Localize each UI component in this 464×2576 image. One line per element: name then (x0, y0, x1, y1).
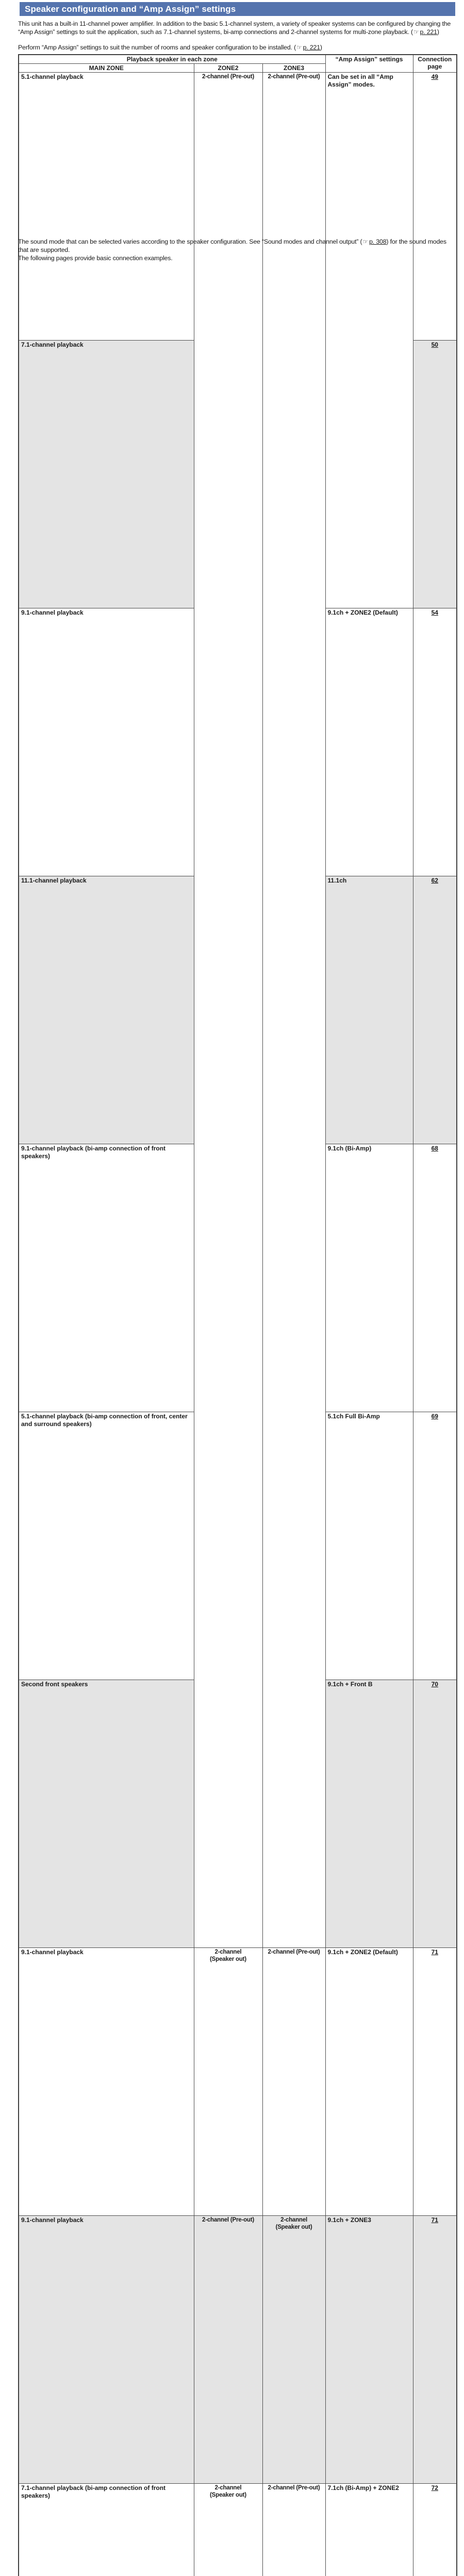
cell-main-zone: 5.1-channel playback (19, 73, 194, 341)
note-following-pages: The following pages provide basic connection examples. (18, 254, 457, 262)
intro-paragraph-2-text: Perform “Amp Assign” settings to suit the number of rooms and speaker configuration to be installed. ( (18, 44, 296, 51)
cell-amp-assign-merged: Can be set in all “Amp Assign” modes. (325, 73, 413, 608)
cell-zone3-merged: 2-channel (Pre-out) (262, 73, 325, 1948)
column-header-amp-assign: “Amp Assign” settings (325, 55, 413, 73)
table-row (19, 2484, 457, 2576)
cell-amp-assign: 7.1ch (Bi-Amp) + ZONE2 (325, 2484, 413, 2576)
cell-connection-page (413, 1144, 457, 1412)
reference-hand-icon: ☞ (296, 44, 302, 51)
cell-zone3: 2-channel (Pre-out) (262, 2484, 325, 2576)
intro-paragraph-2-close: ) (320, 44, 322, 51)
column-header-zone3: ZONE3 (262, 64, 325, 73)
cell-connection-page (413, 876, 457, 1144)
connection-page-link[interactable]: 70 (432, 1681, 438, 1688)
manual-page (0, 0, 464, 268)
intro-paragraph-2 (18, 43, 457, 52)
cell-main-zone: 7.1-channel playback (19, 341, 194, 608)
column-header-zone2: ZONE2 (194, 64, 262, 73)
cell-amp-assign: 11.1ch (325, 876, 413, 1144)
cell-connection-page (413, 1948, 457, 2216)
page-link-221[interactable]: p. 221 (303, 44, 320, 51)
reference-hand-icon: ☞ (413, 28, 419, 36)
connection-page-link[interactable]: 50 (432, 341, 438, 348)
cell-main-zone: 9.1-channel playback (19, 608, 194, 876)
cell-zone2: 2-channel (Speaker out) (194, 2484, 262, 2576)
cell-main-zone: 9.1-channel playback (19, 2216, 194, 2484)
cell-connection-page (413, 73, 457, 341)
intro-paragraph-1-text: This unit has a built-in 11-channel power amplifier. In addition to the basic 5.1-channel system, a variety of speaker systems can be configured by changing the “Amp Assign” settings to suit the application, such as 7.1-channel systems, bi-amp connections and 2-channel systems for multi-zone playback. ( (18, 20, 451, 36)
cell-zone2-merged: 2-channel (Pre-out) (194, 73, 262, 1948)
table-row (19, 73, 457, 341)
column-group-playback: Playback speaker in each zone (19, 55, 325, 64)
column-header-connection-page: Connection page (413, 55, 457, 73)
connection-page-link[interactable]: 49 (432, 73, 438, 80)
speaker-config-table (18, 54, 457, 2576)
cell-main-zone: 11.1-channel playback (19, 876, 194, 1144)
cell-main-zone: 5.1-channel playback (bi-amp connection of front, center and surround speakers) (19, 1412, 194, 1680)
table-row (19, 1948, 457, 2216)
cell-main-zone: 9.1-channel playback (bi-amp connection of front speakers) (19, 1144, 194, 1412)
page-link-308[interactable]: p. 308 (369, 238, 386, 245)
cell-connection-page (413, 1412, 457, 1680)
cell-zone3: 2-channel (Speaker out) (262, 2216, 325, 2484)
cell-connection-page (413, 2216, 457, 2484)
connection-page-link[interactable]: 71 (432, 1948, 438, 1956)
cell-amp-assign: 9.1ch (Bi-Amp) (325, 1144, 413, 1412)
cell-amp-assign: 9.1ch + Front B (325, 1680, 413, 1948)
intro-paragraph-1 (18, 20, 457, 36)
cell-main-zone: Second front speakers (19, 1680, 194, 1948)
table-header-row-1 (19, 55, 457, 64)
cell-main-zone: 7.1-channel playback (bi-amp connection of front speakers) (19, 2484, 194, 2576)
connection-page-link[interactable]: 72 (432, 2484, 438, 2492)
cell-amp-assign: 9.1ch + ZONE3 (325, 2216, 413, 2484)
cell-connection-page (413, 608, 457, 876)
cell-zone2: 2-channel (Speaker out) (194, 1948, 262, 2216)
cell-zone3: 2-channel (Pre-out) (262, 1948, 325, 2216)
cell-main-zone: 9.1-channel playback (19, 1948, 194, 2216)
connection-page-link[interactable]: 71 (432, 2216, 438, 2224)
note-sound-modes (18, 238, 457, 254)
cell-connection-page (413, 2484, 457, 2576)
connection-page-link[interactable]: 62 (432, 877, 438, 884)
table-row (19, 2216, 457, 2484)
connection-page-link[interactable]: 68 (432, 1145, 438, 1152)
cell-amp-assign: 9.1ch + ZONE2 (Default) (325, 608, 413, 876)
page-link-221[interactable]: p. 221 (420, 28, 437, 36)
cell-connection-page (413, 1680, 457, 1948)
intro-paragraph-1-close: ) (437, 28, 439, 36)
page-title: Speaker configuration and “Amp Assign” settings (20, 2, 455, 16)
cell-connection-page (413, 341, 457, 608)
cell-zone2: 2-channel (Pre-out) (194, 2216, 262, 2484)
note-sound-modes-post: ) for the sound modes that are supported. (18, 238, 446, 253)
cell-amp-assign: 9.1ch + ZONE2 (Default) (325, 1948, 413, 2216)
note-sound-modes-text: The sound mode that can be selected varies according to the speaker configuration. See “Sound modes and channel output” ( (18, 238, 362, 245)
connection-page-link[interactable]: 69 (432, 1413, 438, 1420)
reference-hand-icon: ☞ (363, 238, 369, 245)
cell-amp-assign: 5.1ch Full Bi-Amp (325, 1412, 413, 1680)
column-header-main-zone: MAIN ZONE (19, 64, 194, 73)
connection-page-link[interactable]: 54 (432, 609, 438, 616)
